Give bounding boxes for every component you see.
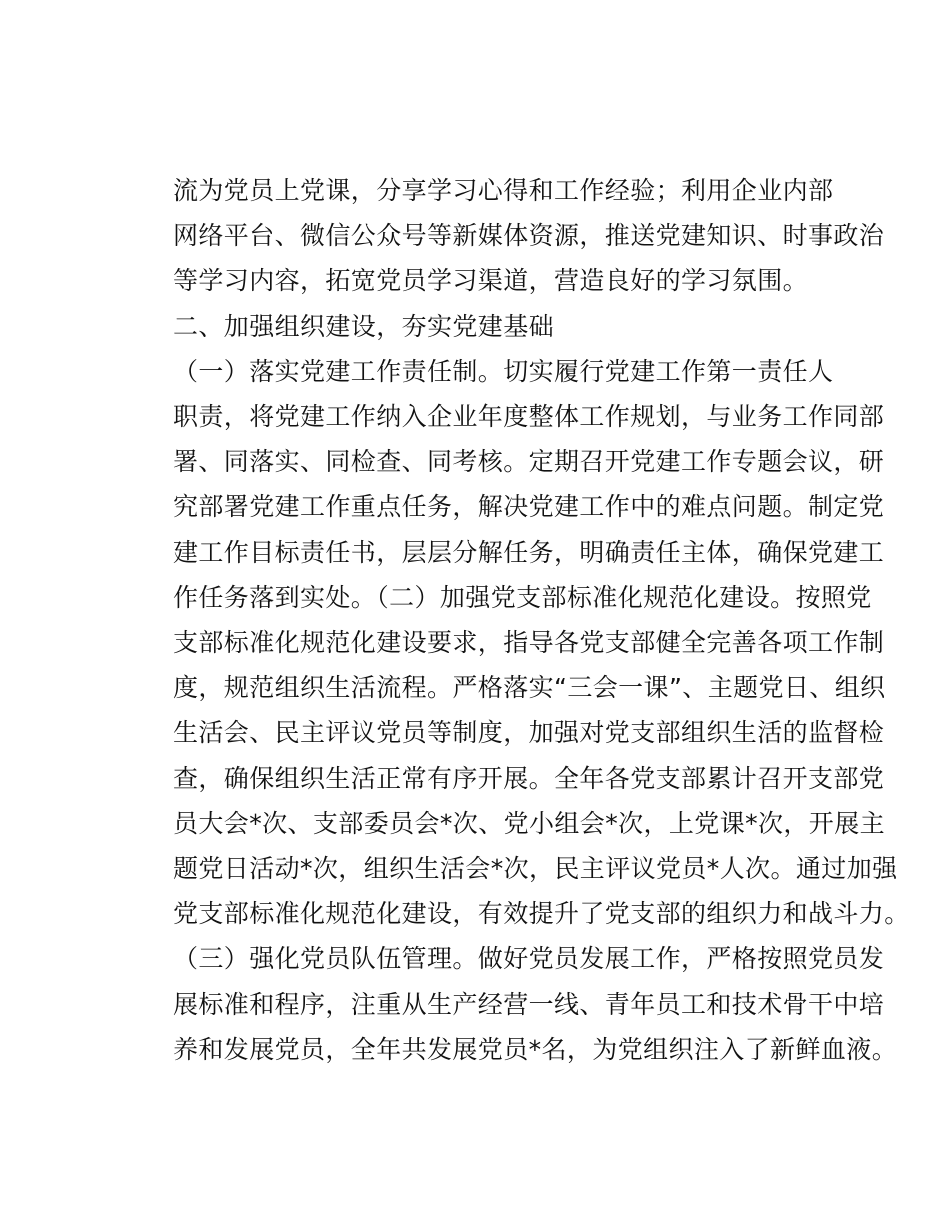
section-heading bbox=[123, 304, 843, 349]
text-line: 生活会、民主评议党员等制度，加强对党支部组织生活的监督检 bbox=[173, 718, 885, 748]
text-line: 网络平台、微信公众号等新媒体资源，推送党建知识、时事政治 bbox=[173, 221, 885, 251]
text-line: 党支部标准化规范化建设，有效提升了党支部的组织力和战斗力。 bbox=[173, 899, 910, 929]
text-line: （一）落实党建工作责任制。切实履行党建工作第一责任人 bbox=[173, 356, 834, 386]
text-line: 流为党员上党课，分享学习心得和工作经验；利用企业内部 bbox=[173, 176, 834, 205]
text-line: 展标准和程序，注重从生产经营一线、青年员工和技术骨干中培 bbox=[173, 989, 885, 1019]
text-line: 度，规范组织生活流程。严格落实“三会一课”、主题党日、组织 bbox=[173, 673, 886, 703]
text-line: 题党日活动*次，组织生活会*次，民主评议党员*人次。通过加强 bbox=[173, 854, 898, 884]
text-line: 养和发展党员，全年共发展党员*名，为党组织注入了新鲜血液。 bbox=[173, 1034, 898, 1064]
text-line: 究部署党建工作重点任务，解决党建工作中的难点问题。制定党 bbox=[173, 492, 885, 522]
text-line: 作任务落到实处。（二）加强党支部标准化规范化建设。按照党 bbox=[173, 582, 872, 612]
paragraph-learning bbox=[123, 168, 885, 304]
text-line: 查，确保组织生活正常有序开展。全年各党支部累计召开支部党 bbox=[173, 763, 885, 793]
text-line: 职责，将党建工作纳入企业年度整体工作规划，与业务工作同部 bbox=[173, 402, 885, 432]
text-line: 员大会*次、支部委员会*次、党小组会*次，上党课*次，开展主 bbox=[173, 808, 886, 838]
text-line: 署、同落实、同检查、同考核。定期召开党建工作专题会议，研 bbox=[173, 447, 885, 477]
heading-text: 二、加强组织建设，夯实党建基础 bbox=[173, 311, 555, 341]
text-line: 支部标准化规范化建设要求，指导各党支部健全完善各项工作制 bbox=[173, 628, 885, 658]
paragraph-organization bbox=[123, 349, 910, 1072]
text-line: 建工作目标责任书，层层分解任务，明确责任主体，确保党建工 bbox=[173, 537, 885, 567]
text-line: （三）强化党员队伍管理。做好党员发展工作，严格按照党员发 bbox=[173, 944, 885, 974]
document-body bbox=[123, 168, 910, 1072]
text-line: 等学习内容，拓宽党员学习渠道，营造良好的学习氛围。 bbox=[173, 266, 809, 296]
